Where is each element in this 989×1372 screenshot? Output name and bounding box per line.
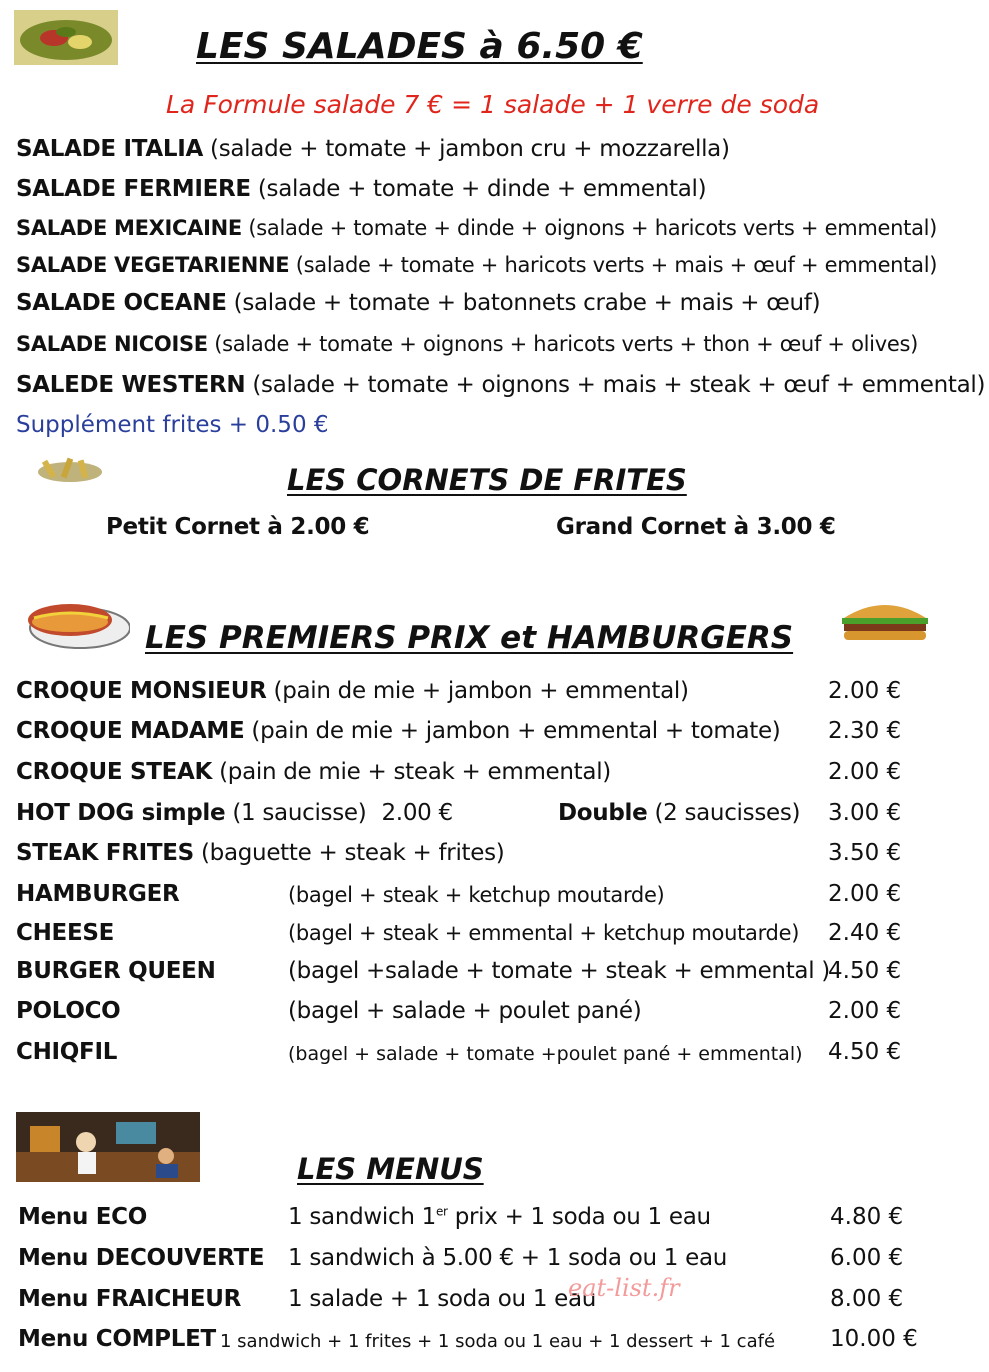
item-desc: (pain de mie + steak + emmental) (219, 759, 611, 785)
item-desc: (salade + tomate + dinde + oignons + haricots verts + emmental) (248, 216, 938, 240)
list-item (16, 840, 504, 866)
item-name: CROQUE MADAME (16, 718, 245, 744)
item-desc: (salade + tomate + oignons + mais + steak + œuf + emmental) (252, 372, 986, 398)
list-item (16, 176, 706, 202)
item-desc: (pain de mie + jambon + emmental) (273, 678, 689, 704)
item-desc: (salade + tomate + haricots verts + mais + œuf + emmental) (295, 253, 938, 277)
list-item (16, 216, 937, 240)
hamburger-image (836, 598, 934, 644)
watermark: eat-list.fr (568, 1274, 680, 1302)
item-name: CROQUE STEAK (16, 759, 213, 785)
item-desc (288, 1204, 711, 1230)
item-name: SALADE OCEANE (16, 290, 227, 316)
list-item (16, 759, 611, 785)
item-desc: (2 saucisses) (654, 800, 801, 826)
list-item (16, 372, 985, 398)
item-name: Menu COMPLET (18, 1326, 216, 1352)
item-price: 3.50 € (828, 840, 902, 866)
item-desc: (bagel + steak + ketchup moutarde) (288, 883, 665, 907)
item-price: 8.00 € (830, 1286, 904, 1312)
item-desc: (salade + tomate + dinde + emmental) (257, 176, 707, 202)
item-price: 2.00 € (381, 800, 453, 826)
item-desc: 1 sandwich à 5.00 € + 1 soda ou 1 eau (288, 1245, 728, 1271)
premiers-title: LES PREMIERS PRIX et HAMBURGERS (145, 620, 794, 656)
item-price: 2.40 € (828, 920, 902, 946)
hotdog-image (22, 590, 130, 652)
hotdog-double (558, 800, 800, 826)
list-item (16, 253, 937, 277)
item-desc: (bagel +salade + tomate + steak + emmental ) (288, 958, 830, 984)
item-name: CROQUE MONSIEUR (16, 678, 267, 704)
item-name: SALEDE WESTERN (16, 372, 246, 398)
cornets-title: LES CORNETS DE FRITES (287, 463, 687, 497)
item-price: 4.80 € (830, 1204, 904, 1230)
hotdog-row (16, 800, 453, 826)
item-desc: (bagel + salade + poulet pané) (288, 998, 642, 1024)
desc-part: 1 sandwich 1 (288, 1204, 436, 1230)
item-name: CHIQFIL (16, 1039, 118, 1065)
item-name: CHEESE (16, 920, 115, 946)
list-item (16, 678, 689, 704)
restaurant-image (16, 1112, 200, 1182)
item-desc: 1 salade + 1 soda ou 1 eau (288, 1286, 597, 1312)
item-desc: (salade + tomate + oignons + haricots verts + thon + œuf + olives) (214, 332, 918, 356)
item-desc: 1 sandwich + 1 frites + 1 soda ou 1 eau + 1 dessert + 1 café (220, 1331, 776, 1352)
item-desc: (baguette + steak + frites) (200, 840, 505, 866)
desc-part: prix + 1 soda ou 1 eau (447, 1204, 711, 1230)
supplement-frites: Supplément frites + 0.50 € (16, 412, 329, 438)
item-desc: (bagel + salade + tomate +poulet pané + emmental) (288, 1043, 803, 1065)
item-name: SALADE VEGETARIENNE (16, 253, 290, 277)
item-price: 4.50 € (828, 1039, 902, 1065)
item-name: POLOCO (16, 998, 121, 1024)
item-desc: (bagel + steak + emmental + ketchup moutarde) (288, 921, 800, 945)
item-price: 3.00 € (828, 800, 902, 826)
item-name: Menu FRAICHEUR (18, 1286, 242, 1312)
item-name: SALADE NICOISE (16, 332, 208, 356)
item-price: 4.50 € (828, 958, 902, 984)
fries-image (34, 452, 106, 488)
item-name: STEAK FRITES (16, 840, 194, 866)
list-item (16, 290, 820, 316)
grand-cornet: Grand Cornet à 3.00 € (556, 514, 836, 540)
item-name: SALADE ITALIA (16, 136, 204, 162)
list-item (16, 718, 780, 744)
list-item (16, 136, 730, 162)
item-name: Menu ECO (18, 1204, 147, 1230)
menus-title: LES MENUS (297, 1152, 484, 1186)
item-name: BURGER QUEEN (16, 958, 216, 984)
item-name: HOT DOG simple (16, 800, 226, 826)
item-name: SALADE MEXICAINE (16, 216, 242, 240)
petit-cornet: Petit Cornet à 2.00 € (106, 514, 370, 540)
item-desc: (salade + tomate + batonnets crabe + mais + œuf) (233, 290, 821, 316)
item-desc: (salade + tomate + jambon cru + mozzarella) (210, 136, 730, 162)
item-name: SALADE FERMIERE (16, 176, 251, 202)
item-desc: (pain de mie + jambon + emmental + tomate) (251, 718, 781, 744)
item-name: Menu DECOUVERTE (18, 1245, 265, 1271)
item-price: 2.00 € (828, 678, 902, 704)
item-price: 2.30 € (828, 718, 902, 744)
list-item (16, 332, 918, 356)
item-desc: (1 saucisse) (232, 800, 367, 826)
desc-sup: er (435, 1204, 448, 1219)
item-price: 2.00 € (828, 881, 902, 907)
item-price: 2.00 € (828, 759, 902, 785)
item-price: 2.00 € (828, 998, 902, 1024)
salad-image (14, 10, 118, 65)
item-name: HAMBURGER (16, 881, 180, 907)
item-price: 10.00 € (830, 1326, 918, 1352)
formule-salade: La Formule salade 7 € = 1 salade + 1 verre de soda (166, 90, 820, 119)
salades-title: LES SALADES à 6.50 € (196, 26, 643, 67)
item-price: 6.00 € (830, 1245, 904, 1271)
item-name: Double (558, 800, 648, 826)
